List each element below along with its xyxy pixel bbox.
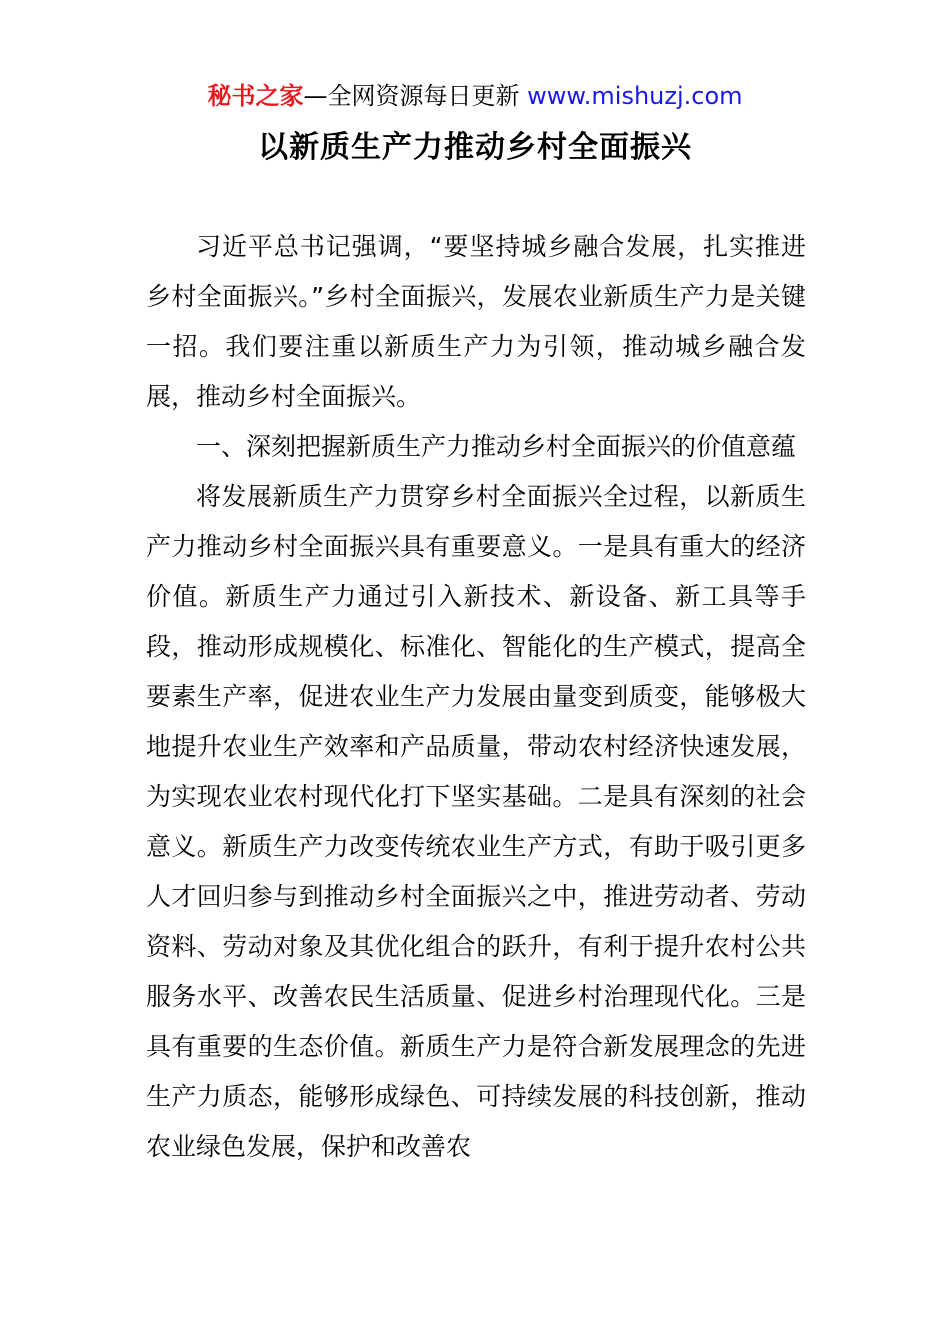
paragraph-section-1: 将发展新质生产力贯穿乡村全面振兴全过程，以新质生产力推动乡村全面振兴具有重要意义。一是具有重大的经济价值。新质生产力通过引入新技术、新设备、新工具等手段，推动形成规模化、标准化、智能化的生产模式，提高全要素生产率，促进农业生产力发展由量变到质变，能够极大地提升农业生产效率和产品质量，带动农村经济快速发展，为实现农业农村现代化打下坚实基础。二是具有深刻的社会意义。新质生产力改变传统农业生产方式，有助于吸引更多人才回归参与到推动乡村全面振兴之中，推进劳动者、劳动资料、劳动对象及其优化组合的跃升，有利于提升农村公共服务水平、改善农民生活质量、促进乡村治理现代化。三是具有重要的生态价值。新质生产力是符合新发展理念的先进生产力质态，能够形成绿色、可持续发展的科技创新，推动农业绿色发展，保护和改善农	[146, 482, 806, 1161]
site-brand: 秘书之家	[207, 82, 304, 110]
section-heading-1: 一、深刻把握新质生产力推动乡村全面振兴的价值意蕴	[196, 432, 797, 461]
site-tagline: —全网资源每日更新	[303, 82, 528, 110]
paragraph-intro: 习近平总书记强调，“要坚持城乡融合发展，扎实推进乡村全面振兴。”乡村全面振兴，发展农业新质生产力是关键一招。我们要注重以新质生产力为引领，推动城乡融合发展，推动乡村全面振兴。	[146, 232, 806, 411]
site-header	[0, 80, 950, 112]
site-url-link[interactable]: www.mishuzj.com	[527, 82, 743, 110]
document-title: 以新质生产力推动乡村全面振兴	[258, 130, 692, 165]
document-body	[146, 222, 806, 1172]
